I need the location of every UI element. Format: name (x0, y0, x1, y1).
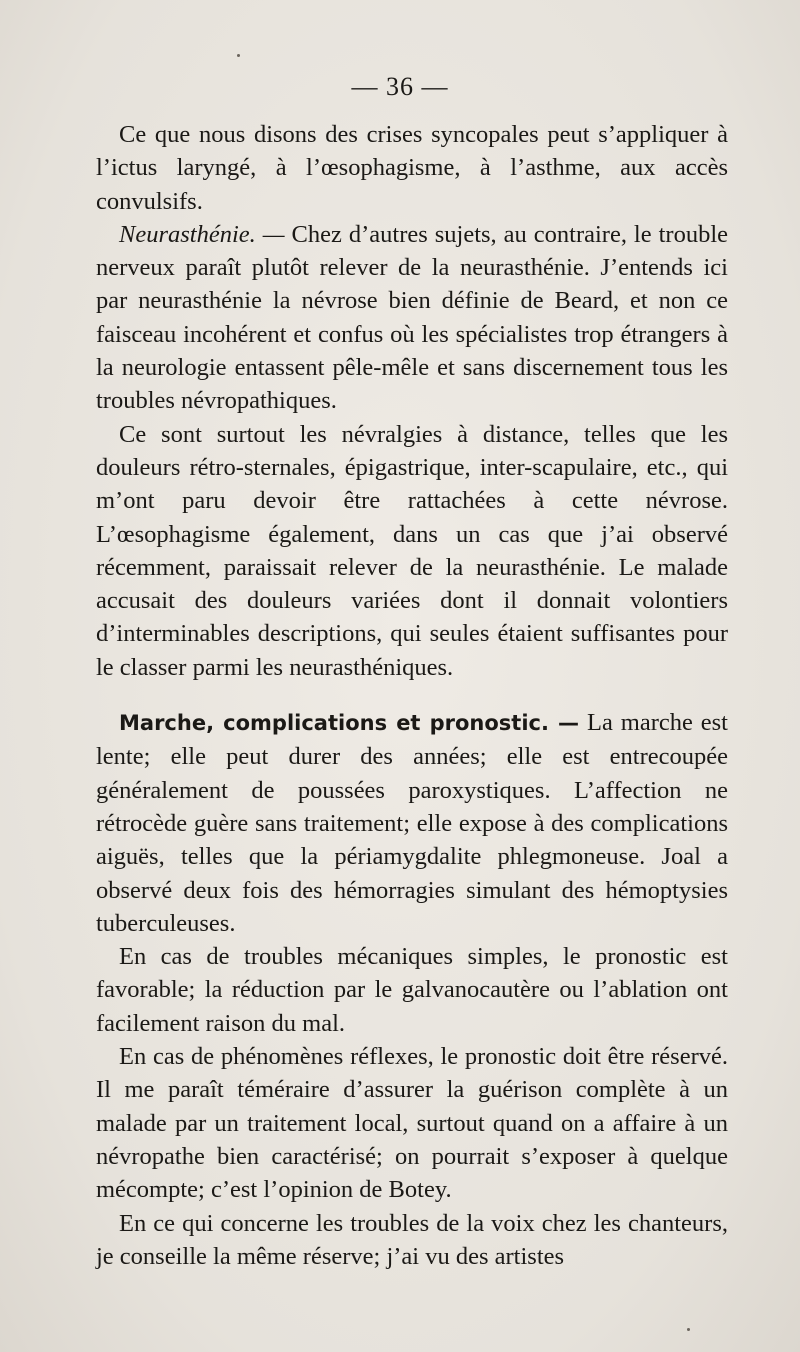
paragraph-text: En cas de phénomènes réflexes, le pronostic doit être réservé. Il me paraît téméraire d’assurer la guérison complète à un malade par un traitement local, surtout quand on a affaire à un névropathe bien caractérisé; on pourrait s’exposer à quelque mécompte; c’est l’opinion de Botey. (96, 1043, 728, 1204)
paragraph-course-prognosis (96, 706, 728, 940)
paragraph-voice-troubles (96, 1207, 728, 1274)
paragraph-reflex-phenomena (96, 1040, 728, 1206)
paragraph-text: Ce que nous disons des crises syncopales peut s’appliquer à l’ictus laryngé, à l’œsophagisme, à l’asthme, aux accès convulsifs. (96, 121, 728, 215)
body-text (96, 118, 728, 1273)
paragraph-mechanical-troubles (96, 940, 728, 1040)
paragraph-neurasthenia (96, 218, 728, 418)
paragraph-text: La marche est lente; elle peut durer des années; elle est entrecoupée généralement de poussées paroxystiques. L’affection ne rétrocède guère sans traitement; elle expose à des complications aiguës, telles que la périamygdalite phlegmoneuse. Joal a observé deux fois des hémorragies simulant des hémoptysies tuberculeuses. (96, 709, 728, 937)
paper-speck (237, 54, 240, 57)
paragraph-text: En ce qui concerne les troubles de la voix chez les chanteurs, je conseille la même réserve; j’ai vu des artistes (96, 1209, 728, 1270)
paragraph-text: En cas de troubles mécaniques simples, le pronostic est favorable; la réduction par le galvanocautère ou l’ablation ont facilement raison du mal. (96, 943, 728, 1037)
section-heading: Marche, complications et pronostic. — (119, 711, 580, 736)
paragraph-neuralgias (96, 418, 728, 684)
paper-speck (687, 1328, 690, 1331)
paragraph-syncopal-crises (96, 118, 728, 218)
paragraph-text: Ce sont surtout les névralgies à distance, telles que les douleurs rétro-sternales, épigastrique, inter-scapulaire, etc., qui m’ont paru devoir être rattachées à cette névrose. L’œsophagisme également, dans un cas que j’ai observé récemment, paraissait relever de la neurasthénie. Le malade accusait des douleurs variées dont il donnait volontiers d’interminables descriptions, qui seules étaient suffisantes pour le classer parmi les neurasthéniques. (96, 420, 728, 681)
paragraph-text: Chez d’autres sujets, au contraire, le trouble nerveux paraît plutôt relever de la neurasthénie. J’entends ici par neurasthénie la névrose bien définie de Beard, et non ce faisceau incohérent et confus où les spécialistes trop étrangers à la neurologie entassent pêle-mêle et sans discernement tous les troubles névropathiques. (96, 220, 728, 415)
page-number: — 36 — (351, 72, 449, 101)
run-in-heading: Neurasthénie. — (119, 220, 285, 248)
